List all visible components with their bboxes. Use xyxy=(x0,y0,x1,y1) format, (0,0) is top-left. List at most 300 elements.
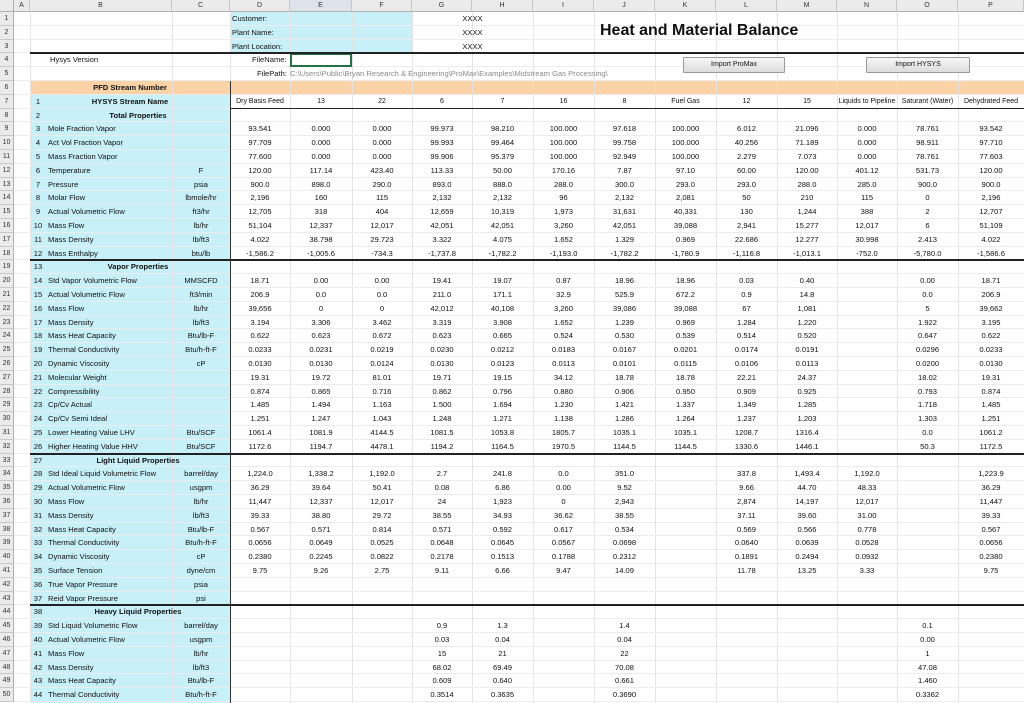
data-cell[interactable]: 1061.2 xyxy=(979,428,1003,437)
data-cell[interactable]: 95.379 xyxy=(490,152,515,161)
data-cell[interactable]: 42,051 xyxy=(430,221,454,230)
data-cell[interactable]: 0 xyxy=(318,303,324,313)
data-cell[interactable]: 15,277 xyxy=(795,221,819,230)
row-header[interactable]: 6 xyxy=(0,81,14,95)
data-cell[interactable]: 0.0201 xyxy=(673,345,698,355)
data-cell[interactable]: 0.862 xyxy=(432,386,452,396)
data-cell[interactable]: 0.3635 xyxy=(490,690,515,700)
data-cell[interactable]: 0.000 xyxy=(857,152,877,161)
data-cell[interactable]: 39,086 xyxy=(612,303,637,313)
data-cell[interactable]: 0.571 xyxy=(311,524,331,534)
data-cell[interactable]: -734.3 xyxy=(371,248,393,258)
data-cell[interactable]: 0.3690 xyxy=(612,690,637,700)
data-cell[interactable]: 0.0167 xyxy=(612,345,637,355)
data-cell[interactable]: 1,224.0 xyxy=(247,469,273,479)
data-cell[interactable]: 39.33 xyxy=(981,510,1001,520)
data-cell[interactable]: 12.277 xyxy=(795,234,819,244)
data-cell[interactable]: 170.16 xyxy=(551,165,576,175)
data-cell[interactable]: 18.71 xyxy=(250,276,270,286)
data-cell[interactable]: 0.000 xyxy=(372,138,392,148)
row-header[interactable]: 16 xyxy=(0,219,14,233)
data-cell[interactable]: 50.3 xyxy=(920,441,935,451)
row-header[interactable]: 20 xyxy=(0,274,14,288)
data-cell[interactable]: 0.04 xyxy=(617,635,632,644)
data-cell[interactable]: 24 xyxy=(437,497,447,506)
data-cell[interactable]: 6.012 xyxy=(736,124,756,134)
data-cell[interactable]: 1144.5 xyxy=(613,441,636,451)
data-cell[interactable]: 898.0 xyxy=(311,179,331,189)
data-cell[interactable]: 18.96 xyxy=(675,276,695,286)
data-cell[interactable]: 0.567 xyxy=(981,524,1001,534)
data-cell[interactable]: 0.609 xyxy=(432,676,452,686)
data-cell[interactable]: 0.0174 xyxy=(734,345,759,355)
data-cell[interactable]: 0.623 xyxy=(432,331,452,341)
data-cell[interactable]: 1.922 xyxy=(917,317,937,327)
data-cell[interactable]: 100.000 xyxy=(549,124,578,134)
data-cell[interactable]: 9.26 xyxy=(313,566,329,575)
row-header[interactable]: 38 xyxy=(0,523,14,537)
data-cell[interactable]: 1,192.0 xyxy=(369,469,395,479)
data-cell[interactable]: 0.000 xyxy=(311,152,331,161)
data-cell[interactable]: 0.569 xyxy=(736,524,756,534)
data-cell[interactable]: 1.271 xyxy=(492,414,512,424)
data-cell[interactable]: 0.40 xyxy=(799,276,815,286)
data-cell[interactable]: 293.0 xyxy=(675,179,695,189)
data-cell[interactable]: 0.00 xyxy=(920,635,935,644)
row-header[interactable]: 9 xyxy=(0,122,14,136)
data-cell[interactable]: 0.623 xyxy=(311,331,331,341)
data-cell[interactable]: 318 xyxy=(314,207,328,217)
data-cell[interactable]: 1.220 xyxy=(797,317,817,327)
data-cell[interactable]: 0 xyxy=(561,497,566,506)
data-cell[interactable]: 130 xyxy=(740,207,753,217)
data-cell[interactable]: 900.0 xyxy=(917,179,937,189)
data-cell[interactable]: 34.12 xyxy=(553,372,573,382)
row-header[interactable]: 7 xyxy=(0,95,14,109)
data-cell[interactable]: -1,013.1 xyxy=(793,248,821,258)
data-cell[interactable]: 0.622 xyxy=(981,331,1001,341)
row-header[interactable]: 33 xyxy=(0,454,14,468)
data-cell[interactable]: 1805.7 xyxy=(551,428,576,437)
data-cell[interactable]: 14.09 xyxy=(614,566,634,575)
data-cell[interactable]: 0.0640 xyxy=(734,538,759,548)
data-cell[interactable]: 3.33 xyxy=(859,566,875,575)
data-cell[interactable]: 0.793 xyxy=(917,386,937,396)
column-header-g[interactable]: G xyxy=(412,0,472,12)
data-cell[interactable]: 19.31 xyxy=(981,372,1001,382)
stream-name[interactable]: 12 xyxy=(742,97,751,105)
data-cell[interactable]: 0.647 xyxy=(917,331,937,341)
row-header[interactable]: 19 xyxy=(0,260,14,274)
data-cell[interactable]: 1.138 xyxy=(553,414,573,424)
data-cell[interactable]: 0.00 xyxy=(313,276,329,286)
data-cell[interactable]: 0.0525 xyxy=(370,538,394,548)
data-cell[interactable]: 0.0528 xyxy=(855,538,879,548)
data-cell[interactable]: 0.539 xyxy=(675,331,695,341)
data-cell[interactable]: 99.758 xyxy=(612,138,637,148)
data-cell[interactable]: 0.534 xyxy=(614,524,634,534)
data-cell[interactable]: 423.40 xyxy=(370,165,394,175)
data-cell[interactable]: 0.0233 xyxy=(979,345,1003,355)
data-cell[interactable]: 0.716 xyxy=(372,386,392,396)
data-cell[interactable]: 0.0822 xyxy=(370,552,394,562)
data-cell[interactable]: 11,447 xyxy=(248,497,272,506)
data-cell[interactable]: 13.25 xyxy=(797,566,817,575)
stream-name[interactable]: Dry Basis Feed xyxy=(236,97,284,105)
row-header[interactable]: 13 xyxy=(0,178,14,192)
stream-name[interactable]: 16 xyxy=(559,97,568,105)
data-cell[interactable]: 206.9 xyxy=(981,290,1001,299)
data-cell[interactable]: 1,223.9 xyxy=(978,469,1004,479)
data-cell[interactable]: 0.0 xyxy=(376,290,388,299)
data-cell[interactable]: 171.1 xyxy=(492,290,512,299)
data-cell[interactable]: 893.0 xyxy=(432,179,452,189)
data-cell[interactable]: 9.47 xyxy=(556,566,571,575)
column-header-j[interactable]: J xyxy=(594,0,655,12)
data-cell[interactable]: 3.908 xyxy=(492,317,512,327)
data-cell[interactable]: 0.1 xyxy=(922,621,933,631)
row-header[interactable]: 12 xyxy=(0,164,14,178)
data-cell[interactable]: 1.460 xyxy=(917,676,937,686)
data-cell[interactable]: 12,017 xyxy=(855,221,879,230)
data-cell[interactable]: 1,338.2 xyxy=(308,469,334,479)
data-cell[interactable]: 241.8 xyxy=(492,469,512,479)
data-cell[interactable]: 50.00 xyxy=(492,165,512,175)
data-cell[interactable]: 337.8 xyxy=(736,469,756,479)
row-header[interactable]: 25 xyxy=(0,343,14,357)
data-cell[interactable]: 0.672 xyxy=(372,331,392,341)
row-header[interactable]: 35 xyxy=(0,481,14,495)
data-cell[interactable]: 100.000 xyxy=(549,138,578,148)
data-cell[interactable]: 0.909 xyxy=(736,386,756,396)
data-cell[interactable]: 2,874 xyxy=(736,497,756,506)
data-cell[interactable]: 0.880 xyxy=(553,386,573,396)
data-cell[interactable]: 0.0101 xyxy=(612,359,637,368)
data-cell[interactable]: 9.11 xyxy=(434,566,450,575)
data-cell[interactable]: 38.80 xyxy=(311,510,331,520)
data-cell[interactable]: 2,081 xyxy=(675,193,695,203)
data-cell[interactable]: 211.0 xyxy=(432,290,452,299)
data-cell[interactable]: 0.3514 xyxy=(430,690,454,700)
stream-name[interactable]: Saturant (Water) xyxy=(901,97,954,105)
data-cell[interactable]: 1208.7 xyxy=(734,428,759,437)
data-cell[interactable]: 51,104 xyxy=(248,221,272,230)
data-cell[interactable]: 0.925 xyxy=(797,386,817,396)
data-cell[interactable]: 0.000 xyxy=(372,152,392,161)
data-cell[interactable]: 0.874 xyxy=(981,386,1001,396)
data-cell[interactable]: 12,017 xyxy=(855,497,879,506)
data-cell[interactable]: 97.618 xyxy=(612,124,637,134)
row-header[interactable]: 31 xyxy=(0,426,14,440)
row-header[interactable]: 4 xyxy=(0,53,14,67)
row-header[interactable]: 11 xyxy=(0,150,14,164)
data-cell[interactable]: -1,737.8 xyxy=(428,248,456,258)
data-cell[interactable]: 0.2380 xyxy=(248,552,272,562)
data-cell[interactable]: 1.718 xyxy=(917,400,937,410)
stream-name[interactable]: Dehydrated Feed xyxy=(963,97,1019,105)
data-cell[interactable]: 1035.1 xyxy=(673,428,698,437)
data-cell[interactable]: 401.12 xyxy=(855,165,879,175)
data-cell[interactable]: 0.622 xyxy=(250,331,270,341)
data-cell[interactable]: 38.55 xyxy=(432,510,452,520)
data-cell[interactable]: 4478.1 xyxy=(370,441,394,451)
data-cell[interactable]: 0.520 xyxy=(797,331,817,341)
row-header[interactable]: 23 xyxy=(0,316,14,330)
stream-name[interactable]: 13 xyxy=(317,97,325,105)
column-header-a[interactable]: A xyxy=(14,0,30,12)
row-header[interactable]: 39 xyxy=(0,536,14,550)
data-cell[interactable]: 39.33 xyxy=(250,510,270,520)
data-cell[interactable]: 99.464 xyxy=(490,138,515,148)
data-cell[interactable]: 1.286 xyxy=(614,414,634,424)
data-cell[interactable]: 22.21 xyxy=(736,372,756,382)
data-cell[interactable]: 0.0113 xyxy=(552,359,575,368)
data-cell[interactable]: 2,196 xyxy=(981,193,1001,203)
row-header[interactable]: 36 xyxy=(0,495,14,509)
data-cell[interactable]: 42,051 xyxy=(612,221,637,230)
data-cell[interactable]: -1,586.6 xyxy=(977,248,1005,258)
data-cell[interactable]: 290.0 xyxy=(372,179,392,189)
data-cell[interactable]: 1970.5 xyxy=(551,441,576,451)
data-cell[interactable]: 100.000 xyxy=(671,138,700,148)
data-cell[interactable]: 39,662 xyxy=(979,303,1003,313)
data-cell[interactable]: 0.2494 xyxy=(795,552,819,562)
data-cell[interactable]: 78.761 xyxy=(915,124,940,134)
data-cell[interactable]: 29.72 xyxy=(372,510,392,520)
data-cell[interactable]: 0.0656 xyxy=(248,538,272,548)
data-cell[interactable]: 0 xyxy=(925,193,930,203)
row-header[interactable]: 43 xyxy=(0,592,14,606)
column-header-l[interactable]: L xyxy=(716,0,777,12)
data-cell[interactable]: 100.000 xyxy=(549,152,578,161)
data-cell[interactable]: 0.04 xyxy=(495,635,510,644)
data-cell[interactable]: 21.096 xyxy=(795,124,819,134)
data-cell[interactable]: 18.71 xyxy=(981,276,1001,286)
stream-name[interactable]: Liquids to Pipeline xyxy=(838,97,896,105)
data-cell[interactable]: 2 xyxy=(925,207,930,217)
data-cell[interactable]: 98.210 xyxy=(490,124,515,134)
data-cell[interactable]: 888.0 xyxy=(492,179,512,189)
data-cell[interactable]: 1.284 xyxy=(736,317,756,327)
data-cell[interactable]: 1,923 xyxy=(492,497,512,506)
data-cell[interactable]: 19.41 xyxy=(432,276,452,286)
row-header[interactable]: 48 xyxy=(0,661,14,675)
data-cell[interactable]: 1.652 xyxy=(553,317,573,327)
data-cell[interactable]: 1194.2 xyxy=(430,441,454,451)
data-cell[interactable]: 1.239 xyxy=(614,317,634,327)
stream-name[interactable]: 15 xyxy=(803,97,811,105)
data-cell[interactable]: 100.000 xyxy=(671,124,700,134)
row-header[interactable]: 5 xyxy=(0,67,14,81)
data-cell[interactable]: 11.78 xyxy=(737,566,756,575)
data-cell[interactable]: 2.7 xyxy=(436,469,448,479)
data-cell[interactable]: 531.73 xyxy=(915,165,940,175)
data-cell[interactable]: 0.2178 xyxy=(430,552,454,562)
data-cell[interactable]: 3.319 xyxy=(432,317,452,327)
data-cell[interactable]: 210 xyxy=(800,193,814,203)
data-cell[interactable]: 1,973 xyxy=(553,207,573,217)
data-cell[interactable]: 99.906 xyxy=(430,152,454,161)
data-cell[interactable]: 0.0130 xyxy=(248,359,272,368)
data-cell[interactable]: 0.0200 xyxy=(915,359,940,368)
data-cell[interactable]: 0.0212 xyxy=(490,345,515,355)
data-cell[interactable]: 51,109 xyxy=(979,221,1003,230)
data-cell[interactable]: 36.62 xyxy=(553,510,573,520)
data-cell[interactable]: 37.11 xyxy=(737,510,756,520)
data-cell[interactable]: 29.723 xyxy=(370,234,394,244)
data-cell[interactable]: 15 xyxy=(437,648,447,658)
data-cell[interactable]: 0.00 xyxy=(374,276,390,286)
data-cell[interactable]: 50 xyxy=(742,193,751,203)
data-cell[interactable]: 1.248 xyxy=(432,414,452,424)
data-cell[interactable]: -5,780.0 xyxy=(913,248,942,258)
data-cell[interactable]: 0.778 xyxy=(857,524,877,534)
data-cell[interactable]: 0.0 xyxy=(922,290,933,299)
data-cell[interactable]: 1172.5 xyxy=(979,441,1003,451)
data-cell[interactable]: 0.566 xyxy=(797,524,817,534)
data-cell[interactable]: 388 xyxy=(860,207,874,217)
data-cell[interactable]: 60.00 xyxy=(736,165,756,175)
data-cell[interactable]: 2,196 xyxy=(250,193,270,203)
data-cell[interactable]: 6 xyxy=(925,221,930,230)
data-cell[interactable]: 1.694 xyxy=(492,400,512,410)
data-cell[interactable]: 39,088 xyxy=(673,221,698,230)
data-cell[interactable]: 0.665 xyxy=(492,331,512,341)
data-cell[interactable]: 1.264 xyxy=(675,414,695,424)
data-cell[interactable]: 0.0233 xyxy=(248,345,272,355)
data-cell[interactable]: -1,780.9 xyxy=(671,248,700,258)
data-cell[interactable]: 14,197 xyxy=(795,497,819,506)
data-cell[interactable]: 0.2245 xyxy=(309,552,333,562)
data-cell[interactable]: 0.0191 xyxy=(795,345,819,355)
data-cell[interactable]: 22 xyxy=(620,648,629,658)
data-cell[interactable]: 71.189 xyxy=(795,138,819,148)
data-cell[interactable]: 9.66 xyxy=(739,483,754,493)
data-cell[interactable]: 0.865 xyxy=(311,386,331,396)
data-cell[interactable]: 0.0 xyxy=(922,428,933,437)
column-header-n[interactable]: N xyxy=(837,0,897,12)
data-cell[interactable]: 0.571 xyxy=(432,524,452,534)
data-cell[interactable]: 39,656 xyxy=(248,303,272,313)
data-cell[interactable]: 3.462 xyxy=(372,317,392,327)
row-header[interactable]: 40 xyxy=(0,550,14,564)
data-cell[interactable]: 0.0656 xyxy=(979,538,1003,548)
data-cell[interactable]: 0.03 xyxy=(434,635,450,644)
data-cell[interactable]: 0.0115 xyxy=(674,359,697,368)
data-cell[interactable]: 120.00 xyxy=(795,165,819,175)
row-header[interactable]: 30 xyxy=(0,412,14,426)
import-hysys-button[interactable]: Import HYSYS xyxy=(866,57,970,73)
data-cell[interactable]: 14.8 xyxy=(799,290,815,299)
row-header[interactable]: 3 xyxy=(0,40,14,54)
stream-name[interactable]: 7 xyxy=(500,97,505,105)
data-cell[interactable]: 11,447 xyxy=(979,497,1003,506)
row-header[interactable]: 47 xyxy=(0,647,14,661)
data-cell[interactable]: 3.322 xyxy=(432,234,452,244)
row-header[interactable]: 50 xyxy=(0,688,14,702)
data-cell[interactable]: 36.29 xyxy=(981,483,1001,493)
data-cell[interactable]: 0.661 xyxy=(614,676,634,686)
data-cell[interactable]: 1 xyxy=(925,648,930,658)
data-cell[interactable]: 12,337 xyxy=(309,497,333,506)
data-cell[interactable]: -1,116.8 xyxy=(732,248,761,258)
data-cell[interactable]: 44.70 xyxy=(797,483,817,493)
row-header[interactable]: 28 xyxy=(0,385,14,399)
data-cell[interactable]: 4144.5 xyxy=(370,428,394,437)
data-cell[interactable]: 0.0 xyxy=(315,290,327,299)
data-cell[interactable]: 113.33 xyxy=(430,165,454,175)
data-cell[interactable]: 1035.1 xyxy=(612,428,637,437)
data-cell[interactable]: 18.02 xyxy=(917,372,937,382)
data-cell[interactable]: 0.000 xyxy=(372,124,392,134)
data-cell[interactable]: 0.0130 xyxy=(309,359,333,368)
data-cell[interactable]: 293.0 xyxy=(736,179,756,189)
row-header[interactable]: 2 xyxy=(0,26,14,40)
data-cell[interactable]: 288.0 xyxy=(553,179,573,189)
data-cell[interactable]: 97.709 xyxy=(248,138,272,148)
data-cell[interactable]: 2,943 xyxy=(614,497,634,506)
data-cell[interactable]: 0.0123 xyxy=(490,359,515,368)
data-cell[interactable]: 0.000 xyxy=(857,124,877,134)
row-header[interactable]: 46 xyxy=(0,633,14,647)
data-cell[interactable]: 40,108 xyxy=(490,303,515,313)
data-cell[interactable]: -1,005.6 xyxy=(307,248,335,258)
row-header[interactable]: 10 xyxy=(0,136,14,150)
data-cell[interactable]: -1,193.0 xyxy=(549,248,578,258)
data-cell[interactable]: 0.9 xyxy=(436,621,448,631)
data-cell[interactable]: 900.0 xyxy=(981,179,1001,189)
data-cell[interactable]: 1.251 xyxy=(250,414,270,424)
data-cell[interactable]: 0.524 xyxy=(553,331,573,341)
data-cell[interactable]: 300.0 xyxy=(614,179,634,189)
row-header[interactable]: 42 xyxy=(0,578,14,592)
data-cell[interactable]: 19.15 xyxy=(492,372,512,382)
data-cell[interactable]: 0.0183 xyxy=(551,345,576,355)
plant-location-value[interactable]: XXXX xyxy=(462,41,483,51)
data-cell[interactable]: 160 xyxy=(314,193,328,203)
data-cell[interactable]: 0.00 xyxy=(556,483,571,493)
row-header[interactable]: 24 xyxy=(0,329,14,343)
data-cell[interactable]: 0.796 xyxy=(492,386,512,396)
data-cell[interactable]: 42,051 xyxy=(490,221,515,230)
data-cell[interactable]: 39.64 xyxy=(311,483,331,493)
data-cell[interactable]: 1.237 xyxy=(736,414,756,424)
data-cell[interactable]: 1446.1 xyxy=(795,441,819,451)
data-cell[interactable]: 0.969 xyxy=(675,317,695,327)
data-cell[interactable]: 0.814 xyxy=(372,524,392,534)
data-cell[interactable]: 42,012 xyxy=(430,303,454,313)
data-cell[interactable]: 40,331 xyxy=(673,207,698,217)
column-header-k[interactable]: K xyxy=(655,0,716,12)
data-cell[interactable]: 4.022 xyxy=(250,234,270,244)
data-cell[interactable]: 288.0 xyxy=(797,179,817,189)
data-cell[interactable]: 0.0124 xyxy=(370,359,394,368)
import-promax-button[interactable]: Import ProMax xyxy=(683,57,785,73)
data-cell[interactable]: 0 xyxy=(379,303,385,313)
data-cell[interactable]: 4.075 xyxy=(492,234,512,244)
data-cell[interactable]: 18.78 xyxy=(675,372,695,382)
data-cell[interactable]: 2,132 xyxy=(614,193,634,203)
data-cell[interactable]: 0.0113 xyxy=(795,359,819,368)
data-cell[interactable]: 0.0130 xyxy=(430,359,454,368)
data-cell[interactable]: 3.194 xyxy=(250,317,270,327)
data-cell[interactable]: 19.71 xyxy=(432,372,452,382)
data-cell[interactable]: 39.60 xyxy=(797,510,817,520)
data-cell[interactable]: 1.494 xyxy=(311,400,331,410)
data-cell[interactable]: 0.0296 xyxy=(915,345,940,355)
row-header[interactable]: 45 xyxy=(0,619,14,633)
data-cell[interactable]: 1.652 xyxy=(553,234,573,244)
